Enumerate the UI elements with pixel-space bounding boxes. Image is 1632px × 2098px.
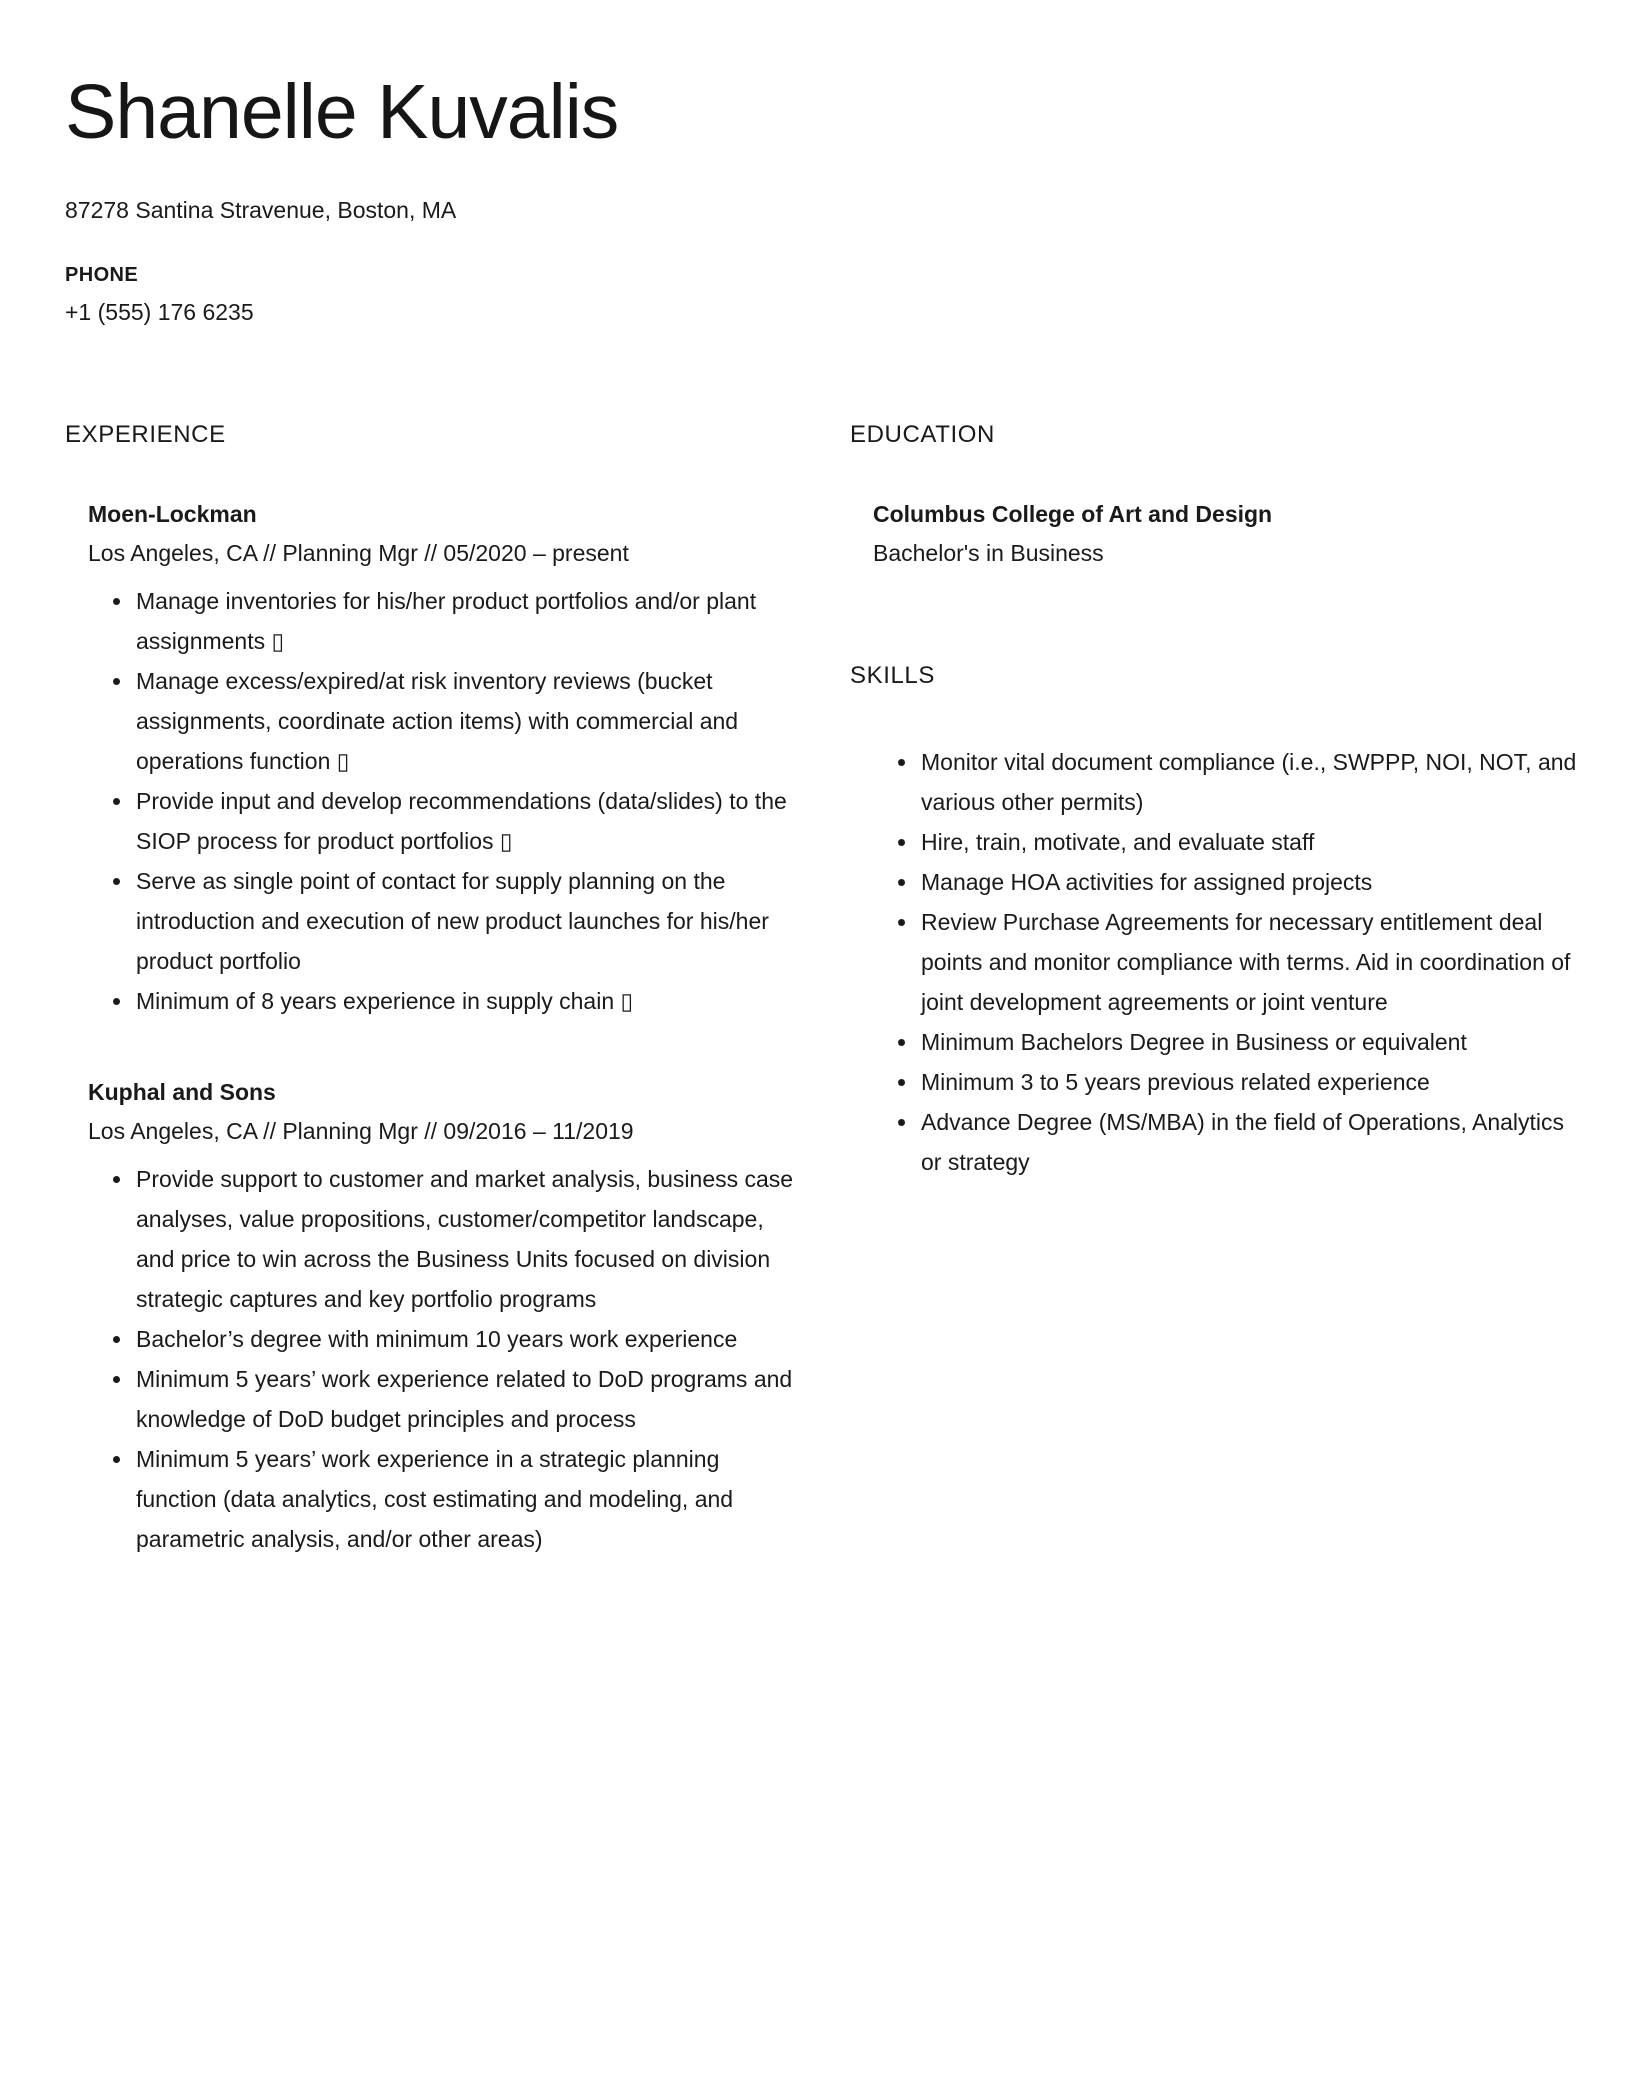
job-meta: Los Angeles, CA // Planning Mgr // 09/2016 – 11/2019 bbox=[88, 1117, 634, 1144]
left-column bbox=[65, 421, 795, 1559]
skill-item: • Minimum Bachelors Degree in Business or equivalent bbox=[919, 1022, 1580, 1062]
company-name: Moen-Lockman bbox=[88, 500, 257, 527]
skill-item: • Monitor vital document compliance (i.e., SWPPP, NOI, NOT, and various other permits) bbox=[919, 742, 1580, 822]
job-entry bbox=[65, 501, 795, 1021]
contact-address: 87278 Santina Stravenue, Boston, MA bbox=[65, 196, 457, 223]
skill-item: • Advance Degree (MS/MBA) in the field of Operations, Analytics or strategy bbox=[919, 1102, 1580, 1182]
experience-section bbox=[65, 421, 795, 1559]
skill-item: • Minimum 3 to 5 years previous related experience bbox=[919, 1062, 1580, 1102]
job-bullet-list bbox=[65, 581, 795, 1021]
right-column bbox=[850, 421, 1580, 1559]
experience-heading: EXPERIENCE bbox=[65, 420, 226, 448]
bullet-item: • Minimum 5 years’ work experience related to DoD programs and knowledge of DoD budget principles and process bbox=[134, 1359, 795, 1439]
education-heading: EDUCATION bbox=[850, 420, 995, 448]
company-name: Kuphal and Sons bbox=[88, 1078, 276, 1105]
phone-number: +1 (555) 176 6235 bbox=[65, 298, 254, 325]
bullet-item: • Provide support to customer and market analysis, business case analyses, value propositions, customer/competitor landscape, and price to win across the Business Units focused on division strategic captures and key portfolio programs bbox=[134, 1159, 795, 1319]
job-meta: Los Angeles, CA // Planning Mgr // 05/2020 – present bbox=[88, 539, 629, 566]
skill-item: • Hire, train, motivate, and evaluate staff bbox=[919, 822, 1580, 862]
degree: Bachelor's in Business bbox=[873, 539, 1104, 566]
resume-columns bbox=[65, 421, 1580, 1559]
skill-item: • Review Purchase Agreements for necessary entitlement deal points and monitor compliance with terms. Aid in coordination of joint development agreements or joint venture bbox=[919, 902, 1580, 1022]
resume-header bbox=[65, 70, 1580, 326]
bullet-item: • Manage excess/expired/at risk inventory reviews (bucket assignments, coordinate action items) with commercial and operations function ▯ bbox=[134, 661, 795, 781]
job-entry bbox=[65, 1079, 795, 1559]
skill-item: • Manage HOA activities for assigned projects bbox=[919, 862, 1580, 902]
job-bullet-list bbox=[65, 1159, 795, 1559]
bullet-item: • Provide input and develop recommendations (data/slides) to the SIOP process for product portfolios ▯ bbox=[134, 781, 795, 861]
skills-section bbox=[850, 662, 1580, 1182]
bullet-item: • Manage inventories for his/her product portfolios and/or plant assignments ▯ bbox=[134, 581, 795, 661]
bullet-item: • Minimum of 8 years experience in supply chain ▯ bbox=[134, 981, 795, 1021]
person-name: Shanelle Kuvalis bbox=[65, 69, 619, 155]
bullet-item: • Minimum 5 years’ work experience in a strategic planning function (data analytics, cost estimating and modeling, and parametric analysis, and/or other areas) bbox=[134, 1439, 795, 1559]
school-entry bbox=[850, 501, 1580, 567]
bullet-item: • Bachelor’s degree with minimum 10 years work experience bbox=[134, 1319, 795, 1359]
phone-label: PHONE bbox=[65, 263, 139, 286]
skills-bullet-list bbox=[850, 742, 1580, 1182]
bullet-item: • Serve as single point of contact for supply planning on the introduction and execution of new product launches for his/her product portfolio bbox=[134, 861, 795, 981]
education-section bbox=[850, 421, 1580, 567]
skills-heading: SKILLS bbox=[850, 661, 935, 689]
school-name: Columbus College of Art and Design bbox=[873, 500, 1273, 527]
